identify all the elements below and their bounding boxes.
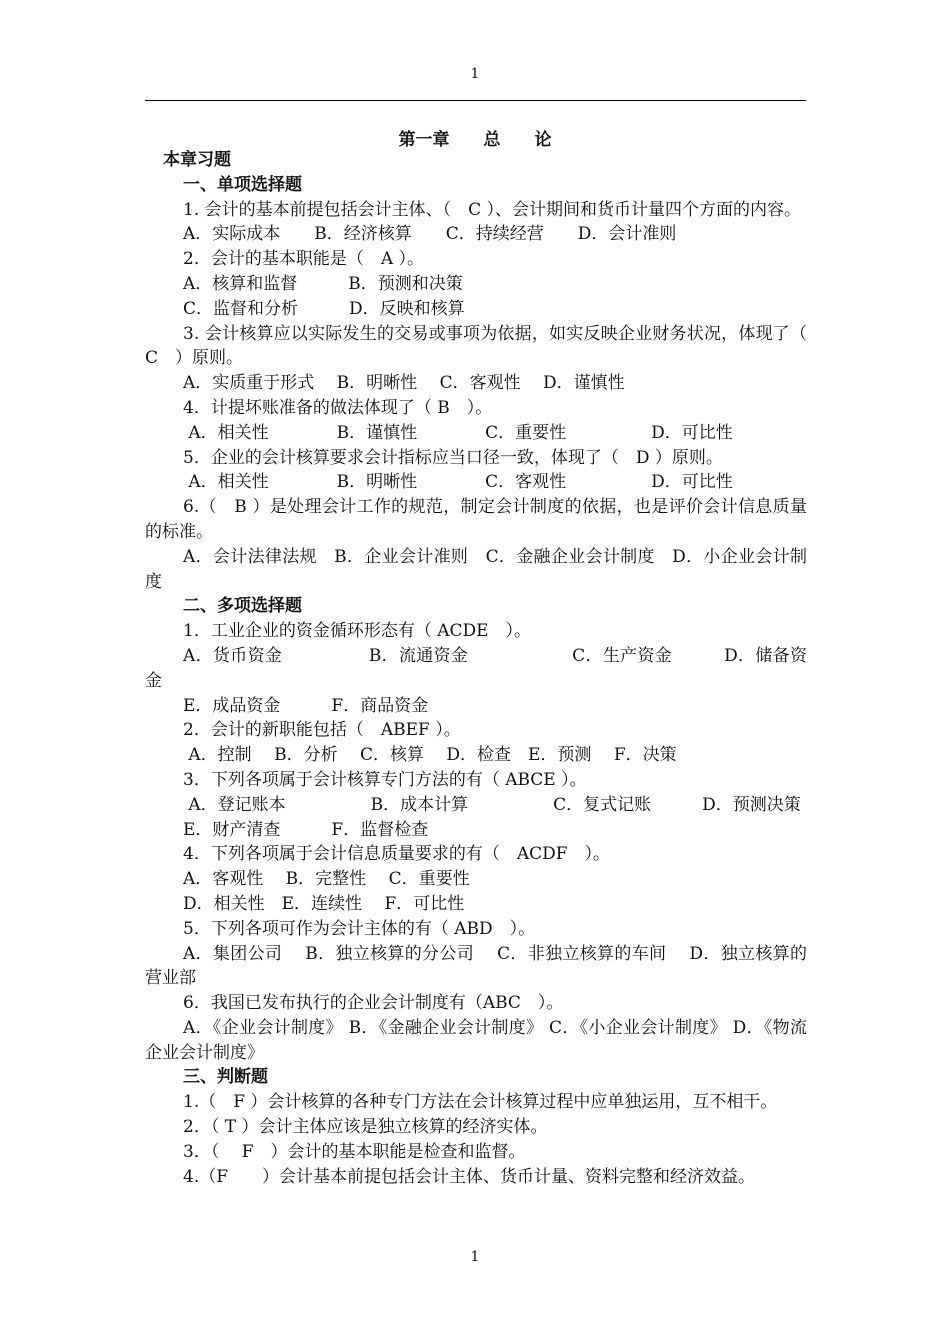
section-heading-exercises: 本章习题: [163, 150, 231, 170]
chapter-title: 第一章 总 论: [398, 130, 552, 150]
answer-options: A．控制 B．分析 C．核算 D．检查 E．预测 F．决策: [183, 745, 677, 766]
question-text: 1．工业企业的资金循环形态有（ ACDE ）。: [183, 621, 532, 642]
question-text: 4.（F ）会计基本前提包括会计主体、货币计量、资料完整和经济效益。: [183, 1166, 756, 1187]
answer-options: A．相关性 B．谨慎性 C．重要性 D．可比性: [183, 422, 733, 443]
answer-options: E．成品资金 F．商品资金: [183, 695, 429, 716]
answer-options: A．实质重于形式 B．明晰性 C．客观性 D．谨慎性: [183, 373, 625, 394]
question-text: 4．计提坏账准备的做法体现了（ B ）。: [183, 397, 493, 418]
question-text: 3．（ F ）会计的基本职能是检查和监督。: [183, 1141, 526, 1162]
answer-options: A．《企业会计制度》 B．《金融企业会计制度》 C．《小企业会计制度》 D．《物流企业会计制度》: [145, 1017, 807, 1063]
question-text: 6．我国已发布执行的企业会计制度有（ABC ）。: [183, 993, 564, 1014]
question-text: 1. 会计的基本前提包括会计主体、（ C ）、会计期间和货币计量四个方面的内容。: [183, 199, 802, 220]
question-text: 2．会计的新职能包括（ ABEF ）。: [183, 720, 461, 741]
answer-options: A．货币资金 B．流通资金 C．生产资金 D．储备资金: [145, 645, 807, 691]
section-heading-true-false: 三、判断题: [183, 1067, 268, 1088]
answer-options: A．集团公司 B．独立核算的分公司 C．非独立核算的车间 D．独立核算的营业部: [145, 943, 807, 989]
section-heading-single-choice: 一、单项选择题: [183, 174, 302, 195]
page-number-header: 1: [470, 66, 480, 82]
question-text: 3．下列各项属于会计核算专门方法的有（ ABCE ）。: [183, 769, 587, 790]
question-text: 5．下列各项可作为会计主体的有（ ABD ）。: [183, 918, 536, 939]
section-heading-multiple-choice: 二、多项选择题: [183, 596, 302, 617]
question-text: 1.（ F ）会计核算的各种专门方法在会计核算过程中应单独运用，互不相干。: [183, 1092, 778, 1113]
question-text: 2．会计的基本职能是（ A ）。: [183, 249, 424, 270]
answer-options: A．实际成本 B．经济核算 C．持续经营 D．会计准则: [183, 224, 677, 245]
question-text: 2．（ T ）会计主体应该是独立核算的经济实体。: [183, 1117, 548, 1138]
header-rule: [145, 100, 806, 101]
question-text: 6.（ B ）是处理会计工作的规范，制定会计制度的依据，也是评价会计信息质量的标准。: [145, 497, 807, 542]
answer-options: A．相关性 B．明晰性 C．客观性 D．可比性: [183, 472, 733, 493]
answer-options: C．监督和分析 D．反映和核算: [183, 298, 465, 319]
answer-options: A．核算和监督 B．预测和决策: [183, 273, 463, 294]
answer-options: E．财产清查 F．监督检查: [183, 819, 429, 840]
page-number-footer: 1: [470, 1249, 480, 1265]
question-text: 5．企业的会计核算要求会计指标应当口径一致，体现了（ D ）原则。: [183, 447, 723, 468]
answer-options: A．登记账本 B．成本计算 C．复式记账 D．预测决策: [183, 794, 801, 815]
answer-options: A．客观性 B．完整性 C．重要性: [183, 869, 470, 890]
answer-options: A．会计法律法规 B．企业会计准则 C．金融企业会计制度 D．小企业会计制度: [145, 546, 807, 592]
question-text: 3. 会计核算应以实际发生的交易或事项为依据，如实反映企业财务状况，体现了（ C ）原则。: [145, 323, 807, 369]
answer-options: D．相关性 E．连续性 F．可比性: [183, 893, 465, 914]
question-text: 4．下列各项属于会计信息质量要求的有（ ACDF ）。: [183, 844, 611, 865]
document-body: [145, 148, 807, 1189]
